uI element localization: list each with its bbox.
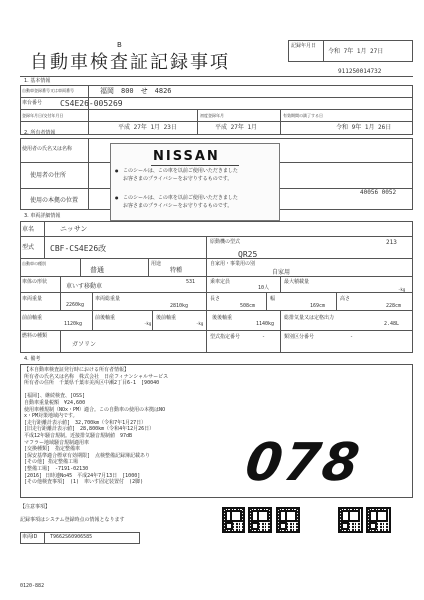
fuel-label: 燃料の種類 [22,333,48,339]
weight-label: 車両重量 [22,296,43,302]
nissan-logo: NISSAN [153,149,220,164]
qr-code-3 [276,507,300,533]
sticker-note-2b: お客さまのプライバシーをお守りするものです。 [123,203,233,209]
sticker-bullet-2: ● [115,195,119,200]
rear-front-axle-weight: -kg [196,321,204,326]
remarks-line: [福岡]、継続検査、[OSS] [24,393,86,400]
engine-label: 原動機の型式 [210,239,241,245]
section2-heading: 2. 所有者情報 [24,130,56,136]
form-number: 0120-882 [20,583,45,589]
model-label: 型式 [22,244,35,251]
fuel-type: ガソリン [72,341,97,348]
sticker-note-1b: お客さまのプライバシーをお守りするものです。 [123,176,233,182]
kind-label: 自動車の種別 [22,261,46,266]
issue-date: 令和 7年 1月 27日 [328,48,384,55]
remarks-line: 平成12年騒音規制。近接排気騒音規制値 97dB [24,432,133,439]
use: 特種 [170,267,183,274]
gross-weight: 2810kg [170,303,189,309]
qr-code-2 [248,507,272,533]
front-axle-label: 前前軸重 [22,315,43,321]
make-code: 213 [386,239,397,246]
expiry-date: 令和 9年 1月 26日 [336,124,392,131]
qr-code-4 [338,507,363,533]
remarks-line: [その他検査事項] (1) 車いす固定装置付 (2脚) [24,479,144,486]
first-reg-month-label: 初度登録年月 [200,113,224,118]
body-shape: 車いす移動車 [66,283,103,290]
user-address-label: 使用者の住所 [30,172,67,179]
remarks-line: [保安基準適合標章有効期限] 点検整備記録簿記載あり [24,452,151,459]
issue-date-label: 記録年月日 [291,43,317,49]
gross-weight-label: 車両総重量 [95,296,121,302]
front-rear-axle-weight: -kg [144,321,152,326]
base-location-label: 使用の本拠の位置 [30,197,79,204]
displacement: 2.48L [384,321,400,327]
expiry-label: 有効期間の満了する日 [283,113,323,118]
max-load: -kg [398,287,406,292]
classification: - [350,334,354,340]
private-use: 自家用 [272,269,291,276]
remarks-line: x・PM対策地域内です。 [24,413,78,420]
vehicle-id-label: 車両ID [22,534,38,540]
make: ニッサン [60,225,88,233]
capacity-label: 乗車定員 [210,279,231,285]
user-name-label: 使用者の氏名又は名称 [22,146,73,152]
front-rear-axle-label: 前後軸重 [95,315,116,321]
reg-number-label: 自動車登録番号又は車両番号 [22,88,74,93]
rear-front-axle-label: 後前軸重 [156,315,177,321]
sticker-note-2a: このシールは、この車を以前ご使用いただきました [123,195,238,201]
handwritten-number: 078 [241,433,365,493]
front-axle-weight: 1120kg [64,321,83,327]
vehicle-id: T9662S60906585 [50,534,93,540]
rear-axle-weight: 1140kg [256,321,275,327]
remarks-line: 使用車種規制（NOx・PM）適合。この自動車の使用の本拠はNO [24,406,166,413]
qr-code-1 [222,507,245,533]
reg-number: 福岡 800 せ 4826 [100,87,172,95]
model: CBF-CS4E26改 [50,244,107,253]
capacity: 10人 [258,285,270,291]
remarks-line: [整備工場] -7191-02130 [24,465,89,472]
displacement-label: 総排気量又は定格出力 [284,315,335,321]
qr-code-5 [366,507,391,533]
height: 228cm [386,303,402,309]
vehicle-weight: 2260kg [66,302,85,308]
rear-axle-label: 後後軸重 [212,315,233,321]
length-label: 長さ [210,296,221,302]
model-designation-label: 型式指定番号 [210,334,241,340]
remarks-line: [交換種類] 指定整備車 [24,446,81,453]
remarks-line: 自動車重量税額 ¥24,600 [24,399,86,406]
section3-heading: 3. 車両詳細情報 [24,213,61,219]
doc-number: 911250014732 [338,68,382,75]
chassis-label: 車台番号 [22,100,43,106]
sticker-note-1a: このシールは、この車を以前ご使用いただきました [123,168,238,174]
model-designation: - [262,334,266,340]
remarks-line: [走行距離計表示値] 32,700km（令和7年1月27日） [24,419,147,426]
remarks-line: [旧走行距離計表示値] 28,800km（令和4年12月26日） [24,426,155,433]
remarks-line: 所有者の住所 千葉県千葉市美浜区中瀬2丁目6-1 [90040 [24,380,160,387]
classification-label: 類別区分番号 [284,334,315,340]
use-label: 用途 [151,261,162,267]
remarks-line: 【本自動車検査証発行時における所有者情報】 [24,367,130,373]
address-code: 40056 0052 [360,189,397,196]
length: 508cm [240,303,256,309]
first-reg-date: 平成 27年 1月 23日 [118,124,177,131]
series-mark: B [117,41,122,49]
body-label: 車体の形状 [22,279,48,285]
first-reg-month: 平成 27年 1月 [215,124,258,131]
first-reg-label: 登録年月日/交付年月日 [22,113,64,118]
privacy-sticker [110,143,280,221]
height-label: 高さ [340,296,351,302]
private-label: 自家用・事業用の別 [210,261,256,267]
section1-heading: 1. 基本情報 [24,78,51,84]
body-code: 531 [186,279,196,285]
width: 169cm [310,303,326,309]
notice-heading: 【注意事項】 [20,504,51,510]
section4-heading: 4. 備考 [24,356,41,362]
engine-model: QR25 [238,250,258,259]
notice-text: 記録事項はシステム登録時点の情報となります [20,517,125,523]
document-title: 自動車検査証記録事項 [30,52,230,73]
remarks-line: [2016] 日時連No45 平成24年7月13日 [1000] [24,472,141,479]
width-label: 幅 [270,296,276,302]
logo-underline [151,165,239,166]
make-label: 車名 [22,226,35,233]
remarks-line: [その他] 指定整備工場 [24,459,79,466]
sticker-bullet-1: ● [115,168,119,173]
kind: 普通 [90,266,104,274]
max-load-label: 最大積載量 [284,279,310,285]
remarks-line: 所有者の氏名又は名称 株式会社 日産フィナンシャルサービス [24,373,169,380]
chassis-number: CS4E26-005269 [60,99,123,108]
remarks-line: マフラー地域騒音規制適用車 [24,439,90,446]
